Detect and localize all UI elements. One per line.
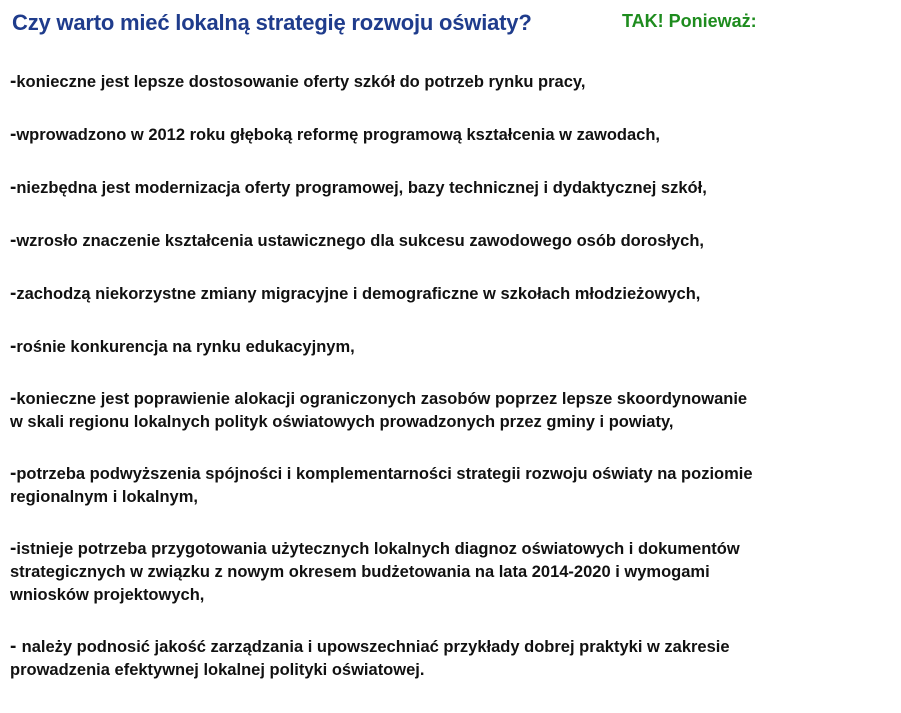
answer-heading: TAK! Ponieważ: bbox=[622, 11, 757, 31]
bullet-dash: - bbox=[10, 230, 17, 251]
bullet-dash: - bbox=[10, 177, 17, 198]
list-item-text: wzrosło znaczenie kształcenia ustawicznego dla sukcesu zawodowego osób dorosłych, bbox=[16, 232, 705, 250]
bullet-dash: - bbox=[10, 124, 17, 145]
list-item bbox=[10, 635, 890, 682]
list-item bbox=[10, 537, 890, 607]
reasons-list bbox=[10, 70, 890, 682]
list-item bbox=[10, 282, 890, 306]
list-item bbox=[10, 335, 890, 359]
bullet-dash: - bbox=[10, 336, 17, 357]
list-item bbox=[10, 176, 890, 200]
list-item-text: istnieje potrzeba przygotowania użytecznych lokalnych diagnoz oświatowych i dokumentów strategicznych w związku z nowym okresem budżetowania na lata 2014-2020 i wymogami wniosków projektowych, bbox=[10, 540, 740, 604]
bullet-dash: - bbox=[10, 463, 17, 484]
list-item-text: konieczne jest lepsze dostosowanie oferty szkół do potrzeb rynku pracy, bbox=[16, 73, 586, 91]
list-item bbox=[10, 70, 890, 94]
list-item bbox=[10, 229, 890, 253]
bullet-dash: - bbox=[10, 283, 17, 304]
page-title: Czy warto mieć lokalną strategię rozwoju oświaty? bbox=[12, 10, 532, 35]
list-item-text: zachodzą niekorzystne zmiany migracyjne i demograficzne w szkołach młodzieżowych, bbox=[16, 285, 701, 303]
list-item-text: konieczne jest poprawienie alokacji ograniczonych zasobów poprzez lepsze skoordynowanie w skali regionu lokalnych polityk oświatowych prowadzonych przez gminy i powiaty, bbox=[10, 390, 748, 431]
list-item bbox=[10, 462, 890, 509]
list-item-text: potrzeba podwyższenia spójności i komplementarności strategii rozwoju oświaty na poziomie regionalnym i lokalnym, bbox=[10, 465, 753, 506]
list-item-text: należy podnosić jakość zarządzania i upowszechniać przykłady dobrej praktyki w zakresie prowadzenia efektywnej lokalnej polityki oświatowej. bbox=[10, 638, 730, 679]
bullet-dash: - bbox=[10, 538, 17, 559]
bullet-dash: - bbox=[10, 388, 17, 409]
list-item-text: wprowadzono w 2012 roku głęboką reformę programową kształcenia w zawodach, bbox=[16, 126, 660, 144]
bullet-dash: - bbox=[10, 636, 22, 657]
list-item-text: rośnie konkurencja na rynku edukacyjnym, bbox=[16, 338, 355, 356]
list-item-text: niezbędna jest modernizacja oferty programowej, bazy technicznej i dydaktycznej szkół, bbox=[16, 179, 707, 197]
list-item bbox=[10, 387, 890, 434]
bullet-dash: - bbox=[10, 71, 17, 92]
list-item bbox=[10, 123, 890, 147]
